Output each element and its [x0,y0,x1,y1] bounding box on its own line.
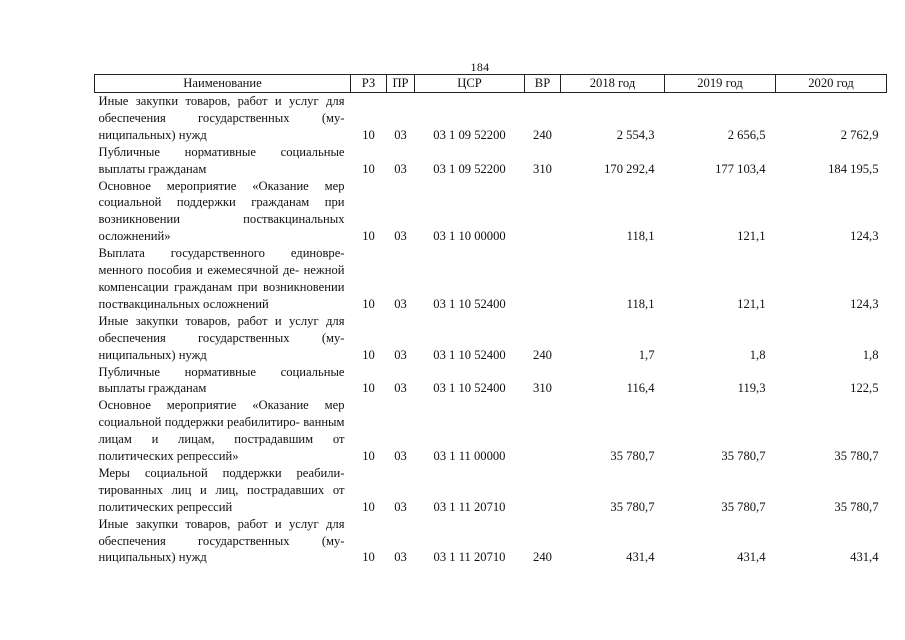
page-number: 184 [470,60,490,74]
row-pr: 03 [394,347,407,362]
row-csr: 03 1 10 52400 [433,296,506,311]
row-2018: 170 292,4 [604,161,655,176]
row-rz: 10 [362,449,375,464]
row-pr: 03 [394,499,407,514]
row-2019: 2 656,5 [727,127,766,142]
table-row [95,245,887,313]
table-row [95,465,887,516]
row-csr: 03 1 11 20710 [433,550,506,565]
row-2019: 431,4 [737,550,766,565]
row-pr: 03 [394,550,407,565]
row-rz: 10 [362,499,375,514]
row-name: Публичные нормативные социальные выплаты гражданам [98,364,345,396]
row-2020: 124,3 [850,296,879,311]
row-2018: 431,4 [626,550,655,565]
row-pr: 03 [394,229,407,244]
row-2018: 35 780,7 [610,499,655,514]
row-pr: 03 [394,161,407,176]
row-2020: 35 780,7 [834,449,879,464]
table-row [95,364,887,398]
row-2018: 2 554,3 [616,127,655,142]
table-row [95,313,887,364]
row-vr: 310 [533,381,552,396]
row-name: Иные закупки товаров, работ и услуг для обеспечения государственных (му- ниципальных) нужд [98,94,345,142]
header-pr: ПР [387,75,415,93]
row-vr: 310 [533,161,552,176]
header-2018: 2018 год [561,75,665,93]
row-csr: 03 1 10 52400 [433,347,506,362]
row-2018: 116,4 [626,381,655,396]
row-vr: 240 [533,347,552,362]
header-name: Наименование [95,75,351,93]
row-vr [525,245,561,313]
row-name: Иные закупки товаров, работ и услуг для обеспечения государственных (му- ниципальных) нужд [98,313,345,362]
row-rz: 10 [362,229,375,244]
table-row [95,178,887,246]
row-pr: 03 [394,296,407,311]
row-vr [525,397,561,465]
row-csr: 03 1 11 20710 [433,499,506,514]
budget-table [94,74,887,566]
row-2020: 35 780,7 [834,499,879,514]
row-csr: 03 1 10 00000 [433,229,506,244]
row-2020: 122,5 [850,381,879,396]
row-name: Иные закупки товаров, работ и услуг для обеспечения государственных (му- ниципальных) нужд [98,516,345,565]
row-rz: 10 [362,550,375,565]
row-rz: 10 [362,347,375,362]
row-2020: 1,8 [862,347,879,362]
row-name: Выплата государственного единовре- менного пособия и ежемесячной де- нежной компенсации гражданам при возникновении поствакцинальных осложнений [98,246,345,311]
row-2019: 121,1 [737,296,766,311]
table-row [95,397,887,465]
row-rz: 10 [362,127,375,142]
header-rz: РЗ [351,75,387,93]
row-csr: 03 1 10 52400 [433,381,506,396]
row-2018: 118,1 [626,296,655,311]
table-body [95,93,887,567]
row-pr: 03 [394,449,407,464]
row-vr: 240 [533,127,552,142]
table-row [95,144,887,178]
row-pr: 03 [394,127,407,142]
row-2020: 184 195,5 [828,161,879,176]
row-rz: 10 [362,381,375,396]
row-2019: 119,3 [737,381,766,396]
row-2018: 118,1 [626,229,655,244]
row-csr: 03 1 11 00000 [433,449,506,464]
row-2018: 35 780,7 [610,449,655,464]
header-vr: ВР [525,75,561,93]
row-name: Основное мероприятие «Оказание мер социальной поддержки реабилитиро- ванным лицам и лицам, пострадавшим от политических репрессий» [98,398,345,464]
header-2020: 2020 год [776,75,887,93]
row-rz: 10 [362,296,375,311]
row-vr [525,465,561,516]
row-2019: 177 103,4 [715,161,766,176]
table-row [95,516,887,567]
row-2019: 1,8 [749,347,766,362]
row-2020: 124,3 [850,229,879,244]
row-2019: 35 780,7 [721,499,766,514]
header-2019: 2019 год [665,75,776,93]
row-name: Меры социальной поддержки реабили- тированных лиц и лиц, пострадавших от политических репрессий [98,465,345,514]
row-pr: 03 [394,381,407,396]
row-csr: 03 1 09 52200 [433,127,506,142]
row-2020: 2 762,9 [840,127,879,142]
row-vr: 240 [533,550,552,565]
row-2018: 1,7 [638,347,655,362]
row-name: Публичные нормативные социальные выплаты гражданам [98,144,345,176]
table-row [95,93,887,144]
row-rz: 10 [362,161,375,176]
row-2019: 121,1 [737,229,766,244]
row-2020: 431,4 [850,550,879,565]
table-header-row [95,75,887,93]
row-name: Основное мероприятие «Оказание мер социальной поддержки гражданам при возникновении поствакцинальных осложнений» [98,178,345,244]
header-csr: ЦСР [415,75,525,93]
row-vr [525,178,561,246]
row-csr: 03 1 09 52200 [433,161,506,176]
row-2019: 35 780,7 [721,449,766,464]
